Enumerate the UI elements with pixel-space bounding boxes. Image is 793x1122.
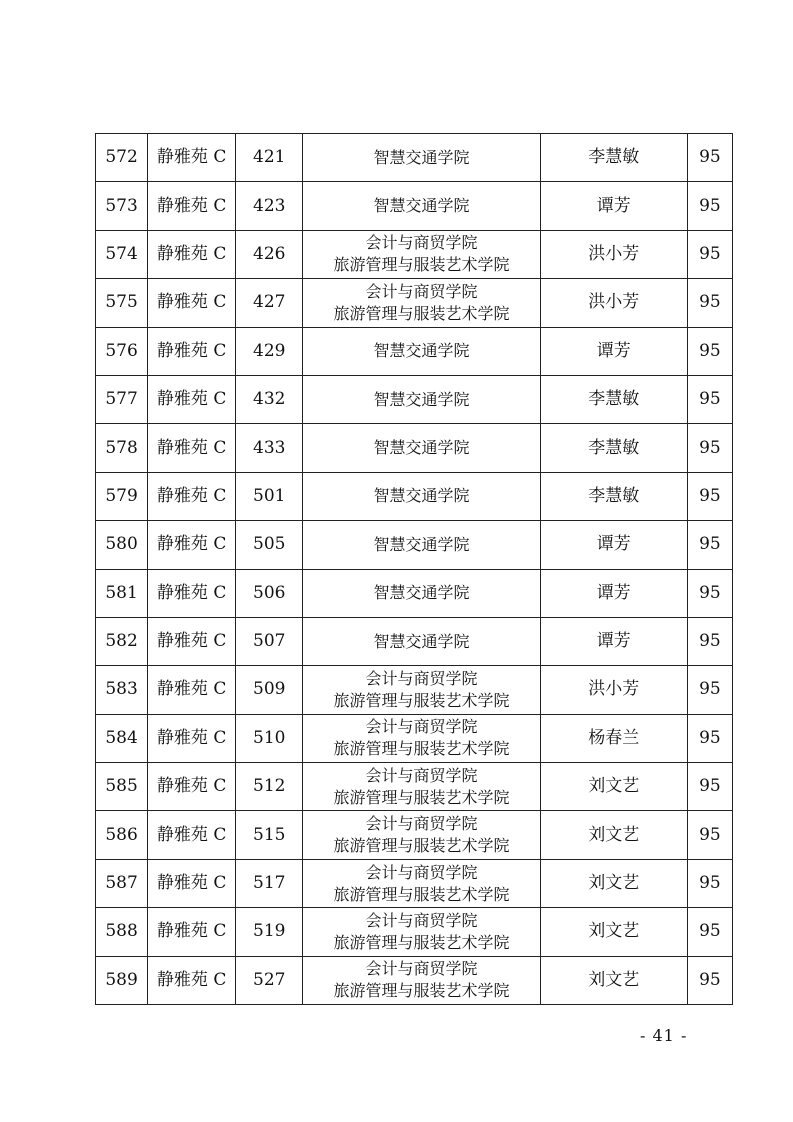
- score-cell: 95: [687, 230, 732, 278]
- row-number-cell: 589: [96, 956, 148, 1004]
- college-name: 会计与商贸学院: [365, 717, 478, 737]
- room-number-cell: 506: [236, 569, 303, 617]
- college-name: 旅游管理与服装艺术学院: [333, 739, 510, 759]
- college-name: 智慧交通学院: [373, 341, 470, 361]
- score-cell: 95: [687, 666, 732, 714]
- college-name: 会计与商贸学院: [365, 814, 478, 834]
- building-cell: 静雅苑 C: [148, 714, 236, 762]
- table-row: [96, 666, 733, 714]
- table-row: [96, 714, 733, 762]
- room-number-cell: 427: [236, 279, 303, 327]
- score-cell: 95: [687, 424, 732, 472]
- college-name: 会计与商贸学院: [365, 862, 478, 882]
- college-name: 智慧交通学院: [373, 486, 470, 506]
- college-name: 智慧交通学院: [373, 196, 470, 216]
- college-name: 旅游管理与服装艺术学院: [333, 787, 510, 807]
- college-name: 会计与商贸学院: [365, 233, 478, 253]
- teacher-cell: 洪小芳: [540, 230, 687, 278]
- building-cell: 静雅苑 C: [148, 763, 236, 811]
- row-number-cell: 572: [96, 134, 148, 182]
- building-cell: 静雅苑 C: [148, 424, 236, 472]
- row-number-cell: 579: [96, 472, 148, 520]
- room-number-cell: 432: [236, 375, 303, 423]
- room-number-cell: 426: [236, 230, 303, 278]
- score-cell: 95: [687, 714, 732, 762]
- table-row: [96, 424, 733, 472]
- college-name: 会计与商贸学院: [365, 910, 478, 930]
- teacher-cell: 谭芳: [540, 617, 687, 665]
- table-row: [96, 279, 733, 327]
- score-cell: 95: [687, 763, 732, 811]
- score-cell: 95: [687, 472, 732, 520]
- row-number-cell: 585: [96, 763, 148, 811]
- teacher-cell: 刘文艺: [540, 956, 687, 1004]
- building-cell: 静雅苑 C: [148, 279, 236, 327]
- table-row: [96, 230, 733, 278]
- room-number-cell: 519: [236, 908, 303, 956]
- table-row: [96, 327, 733, 375]
- teacher-cell: 杨春兰: [540, 714, 687, 762]
- college-name: 智慧交通学院: [373, 583, 470, 603]
- building-cell: 静雅苑 C: [148, 521, 236, 569]
- room-number-cell: 517: [236, 859, 303, 907]
- college-name: 会计与商贸学院: [365, 765, 478, 785]
- teacher-cell: 谭芳: [540, 521, 687, 569]
- building-cell: 静雅苑 C: [148, 859, 236, 907]
- room-number-cell: 501: [236, 472, 303, 520]
- score-cell: 95: [687, 859, 732, 907]
- table-row: [96, 763, 733, 811]
- teacher-cell: 刘文艺: [540, 763, 687, 811]
- score-cell: 95: [687, 811, 732, 859]
- teacher-cell: 李慧敏: [540, 424, 687, 472]
- college-cell: [303, 859, 540, 907]
- row-number-cell: 583: [96, 666, 148, 714]
- college-name: 旅游管理与服装艺术学院: [333, 690, 510, 710]
- score-cell: 95: [687, 182, 732, 230]
- college-name: 智慧交通学院: [373, 534, 470, 554]
- table-row: [96, 617, 733, 665]
- room-number-cell: 507: [236, 617, 303, 665]
- table-row: [96, 182, 733, 230]
- score-cell: 95: [687, 521, 732, 569]
- college-cell: [303, 617, 540, 665]
- room-number-cell: 423: [236, 182, 303, 230]
- teacher-cell: 李慧敏: [540, 134, 687, 182]
- college-name: 智慧交通学院: [373, 389, 470, 409]
- college-name: 会计与商贸学院: [365, 281, 478, 301]
- score-cell: 95: [687, 908, 732, 956]
- teacher-cell: 谭芳: [540, 182, 687, 230]
- teacher-cell: 刘文艺: [540, 859, 687, 907]
- score-cell: 95: [687, 617, 732, 665]
- college-name: 智慧交通学院: [373, 147, 470, 167]
- page-number: - 41 -: [640, 1026, 688, 1045]
- score-cell: 95: [687, 375, 732, 423]
- building-cell: 静雅苑 C: [148, 666, 236, 714]
- building-cell: 静雅苑 C: [148, 617, 236, 665]
- room-number-cell: 510: [236, 714, 303, 762]
- row-number-cell: 580: [96, 521, 148, 569]
- college-cell: [303, 956, 540, 1004]
- college-cell: [303, 908, 540, 956]
- table-row: [96, 569, 733, 617]
- table-row: [96, 521, 733, 569]
- row-number-cell: 584: [96, 714, 148, 762]
- room-number-cell: 515: [236, 811, 303, 859]
- college-name: 旅游管理与服装艺术学院: [333, 981, 510, 1001]
- building-cell: 静雅苑 C: [148, 472, 236, 520]
- row-number-cell: 588: [96, 908, 148, 956]
- score-cell: 95: [687, 134, 732, 182]
- teacher-cell: 刘文艺: [540, 811, 687, 859]
- score-cell: 95: [687, 569, 732, 617]
- college-cell: [303, 763, 540, 811]
- table-body: [96, 134, 733, 1005]
- room-number-cell: 509: [236, 666, 303, 714]
- building-cell: 静雅苑 C: [148, 327, 236, 375]
- row-number-cell: 577: [96, 375, 148, 423]
- teacher-cell: 谭芳: [540, 569, 687, 617]
- row-number-cell: 581: [96, 569, 148, 617]
- building-cell: 静雅苑 C: [148, 569, 236, 617]
- college-cell: [303, 521, 540, 569]
- room-number-cell: 421: [236, 134, 303, 182]
- college-cell: [303, 811, 540, 859]
- room-number-cell: 433: [236, 424, 303, 472]
- table-row: [96, 859, 733, 907]
- building-cell: 静雅苑 C: [148, 956, 236, 1004]
- table-row: [96, 956, 733, 1004]
- row-number-cell: 575: [96, 279, 148, 327]
- row-number-cell: 573: [96, 182, 148, 230]
- building-cell: 静雅苑 C: [148, 134, 236, 182]
- college-cell: [303, 327, 540, 375]
- college-cell: [303, 279, 540, 327]
- room-number-cell: 505: [236, 521, 303, 569]
- table-row: [96, 811, 733, 859]
- table-row: [96, 375, 733, 423]
- row-number-cell: 587: [96, 859, 148, 907]
- building-cell: 静雅苑 C: [148, 908, 236, 956]
- college-cell: [303, 569, 540, 617]
- room-number-cell: 512: [236, 763, 303, 811]
- college-cell: [303, 230, 540, 278]
- college-name: 旅游管理与服装艺术学院: [333, 836, 510, 856]
- score-cell: 95: [687, 327, 732, 375]
- table-row: [96, 472, 733, 520]
- row-number-cell: 586: [96, 811, 148, 859]
- college-cell: [303, 472, 540, 520]
- row-number-cell: 574: [96, 230, 148, 278]
- row-number-cell: 578: [96, 424, 148, 472]
- dormitory-score-table: [95, 133, 733, 1005]
- teacher-cell: 李慧敏: [540, 375, 687, 423]
- college-cell: [303, 424, 540, 472]
- college-cell: [303, 182, 540, 230]
- building-cell: 静雅苑 C: [148, 375, 236, 423]
- college-name: 旅游管理与服装艺术学院: [333, 255, 510, 275]
- score-cell: 95: [687, 279, 732, 327]
- row-number-cell: 576: [96, 327, 148, 375]
- teacher-cell: 洪小芳: [540, 666, 687, 714]
- building-cell: 静雅苑 C: [148, 811, 236, 859]
- building-cell: 静雅苑 C: [148, 230, 236, 278]
- college-name: 旅游管理与服装艺术学院: [333, 303, 510, 323]
- table-row: [96, 134, 733, 182]
- room-number-cell: 429: [236, 327, 303, 375]
- teacher-cell: 谭芳: [540, 327, 687, 375]
- building-cell: 静雅苑 C: [148, 182, 236, 230]
- college-cell: [303, 666, 540, 714]
- teacher-cell: 洪小芳: [540, 279, 687, 327]
- room-number-cell: 527: [236, 956, 303, 1004]
- college-cell: [303, 714, 540, 762]
- college-name: 会计与商贸学院: [365, 959, 478, 979]
- teacher-cell: 刘文艺: [540, 908, 687, 956]
- college-name: 智慧交通学院: [373, 631, 470, 651]
- college-cell: [303, 375, 540, 423]
- college-name: 旅游管理与服装艺术学院: [333, 932, 510, 952]
- college-name: 智慧交通学院: [373, 438, 470, 458]
- college-name: 旅游管理与服装艺术学院: [333, 884, 510, 904]
- table-row: [96, 908, 733, 956]
- college-name: 会计与商贸学院: [365, 668, 478, 688]
- row-number-cell: 582: [96, 617, 148, 665]
- college-cell: [303, 134, 540, 182]
- teacher-cell: 李慧敏: [540, 472, 687, 520]
- score-cell: 95: [687, 956, 732, 1004]
